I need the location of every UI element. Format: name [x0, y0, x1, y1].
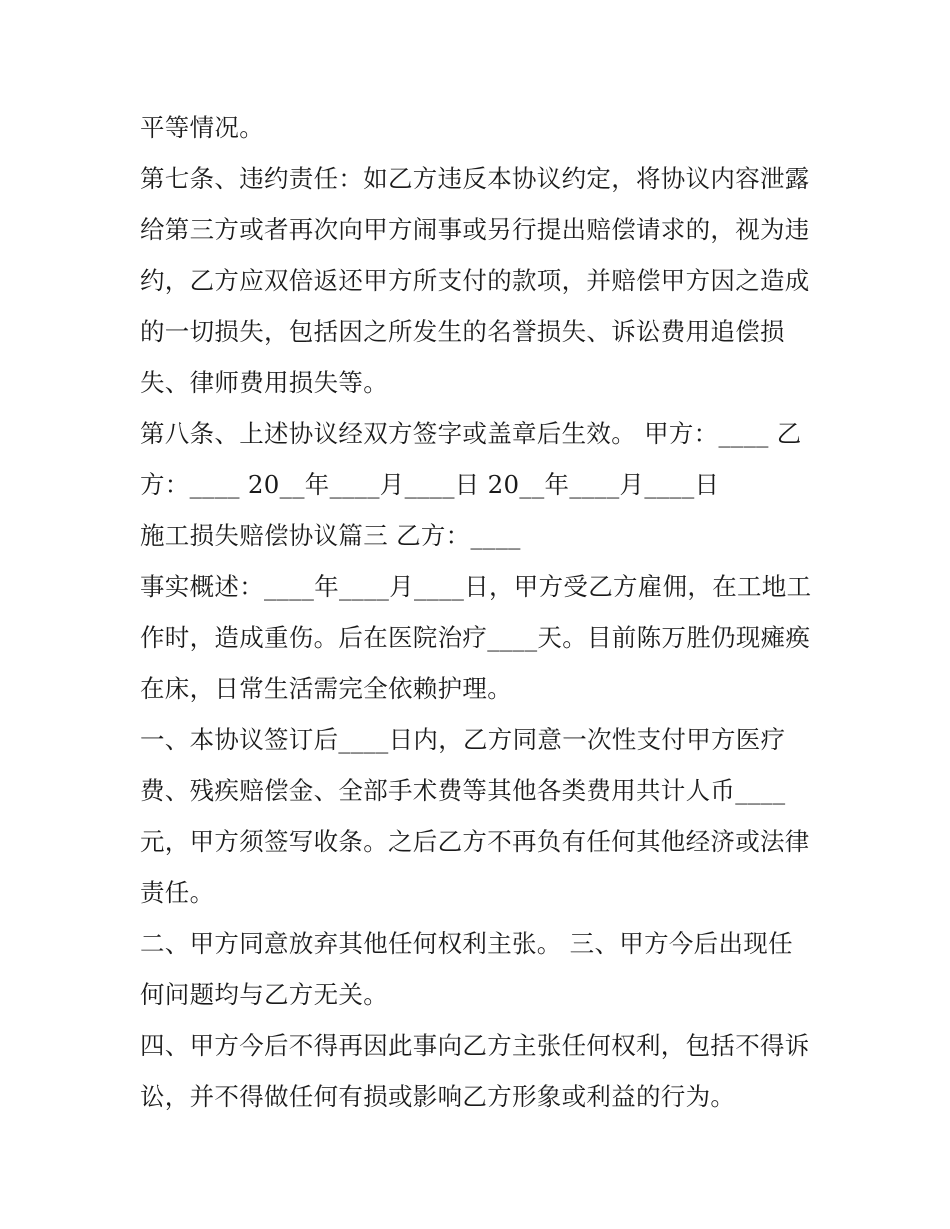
text-line: 的一切损失，包括因之所发生的名誉损失、诉讼费用追偿损 [140, 317, 785, 346]
text-line: 何问题均与乙方无关。 [140, 980, 388, 1009]
text-line: 平等情况。 [140, 113, 264, 142]
text-line: 给第三方或者再次向甲方闹事或另行提出赔偿请求的，视为违 [140, 215, 810, 244]
text-line: 施工损失赔偿协议篇三 乙方：____ [140, 521, 521, 550]
text-line: 四、甲方今后不得再因此事向乙方主张任何权利，包括不得诉 [140, 1031, 810, 1060]
text-line: 约，乙方应双倍返还甲方所支付的款项，并赔偿甲方因之造成 [140, 266, 810, 295]
text-line: 费、残疾赔偿金、全部手术费等其他各类费用共计人币____ [140, 776, 786, 805]
text-line: 第八条、上述协议经双方签字或盖章后生效。 甲方：____ 乙 [140, 419, 802, 448]
text-line: 失、律师费用损失等。 [140, 368, 388, 397]
text-line: 在床，日常生活需完全依赖护理。 [140, 674, 512, 703]
text-line: 方：____ 20__年____月____日 20__年____月____日 [140, 470, 720, 499]
text-line: 二、甲方同意放弃其他任何权利主张。 三、甲方今后出现任 [140, 929, 793, 958]
text-line: 元，甲方须签写收条。之后乙方不再负有任何其他经济或法律 [140, 827, 810, 856]
text-line: 讼，并不得做任何有损或影响乙方形象或利益的行为。 [140, 1082, 736, 1111]
text-line: 作时，造成重伤。后在医院治疗____天。目前陈万胜仍现瘫痪 [140, 623, 811, 652]
text-line: 事实概述：____年____月____日，甲方受乙方雇佣，在工地工 [140, 572, 812, 601]
text-line: 一、本协议签订后____日内，乙方同意一次性支付甲方医疗 [140, 725, 786, 754]
text-line: 责任。 [140, 878, 215, 907]
text-line: 第七条、违约责任：如乙方违反本协议约定，将协议内容泄露 [140, 164, 810, 193]
